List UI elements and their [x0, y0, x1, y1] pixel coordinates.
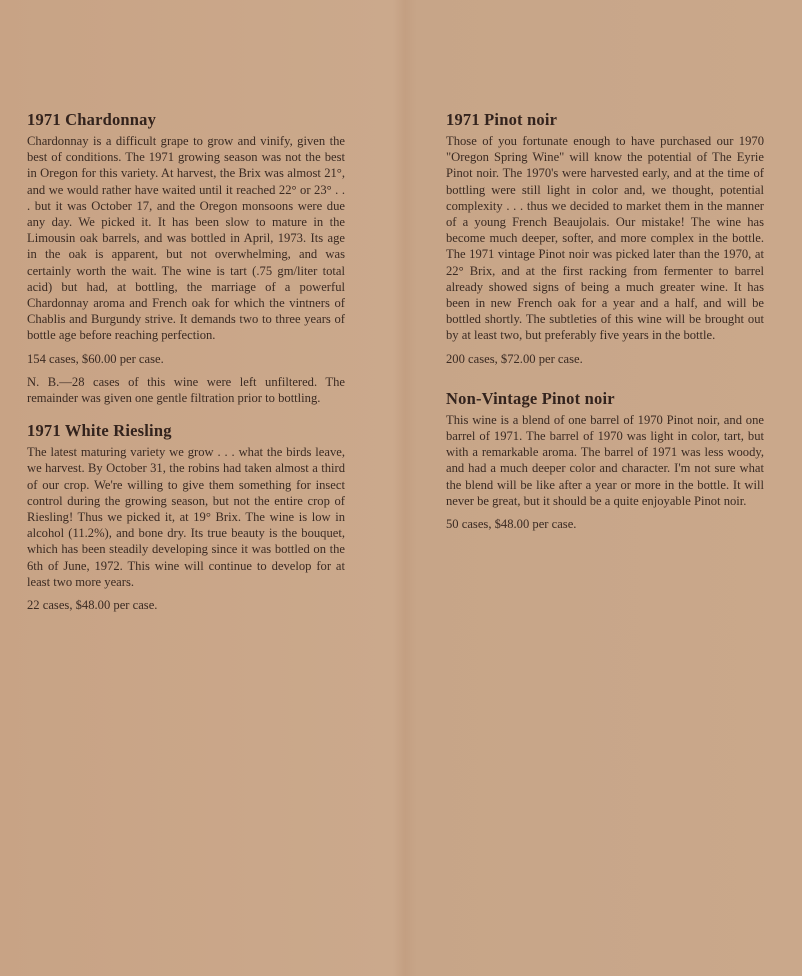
- section-non-vintage-pinot-noir: [446, 389, 764, 532]
- riesling-price: 22 cases, $48.00 per case.: [27, 598, 158, 613]
- chardonnay-price: 154 cases, $60.00 per case.: [27, 351, 164, 366]
- riesling-heading: 1971 White Riesling: [27, 421, 172, 441]
- section-1971-white-riesling: [27, 421, 345, 613]
- pinot-1971-description: Those of you fortunate enough to have purchased our 1970 "Oregon Spring Wine" will know the potential of The Eyrie Pinot noir. The 1970's were harvested early, and at the time of bottling were still light in color and, we thought, potential complexity . . . thus we decided to market them in the manner of a young French Beaujolais. Our mistake! The wine has become much deeper, softer, and more complex in the bottle. The 1971 vintage Pinot noir was picked later than the 1970, at 22° Brix, and at the first racking from fermenter to barrel already showed signs of being a much greater wine. It has been in new French oak for a year and a half, and will be bottled shortly. The subtleties of this wine will be brought out by at least two, but preferably five years in the bottle.: [446, 134, 764, 343]
- right-column: [446, 110, 764, 547]
- riesling-description: The latest maturing variety we grow . . . what the birds leave, we harvest. By October 31, the robins had taken almost a third of our crop. We're willing to give them something for insect control during the growing season, but not the entire crop of Riesling! Thus we picked it, at 19° Brix. The wine is low in alcohol (11.2%), and bone dry. Its true beauty is the bouquet, which has been steadily developing since it was bottled on the 6th of June, 1972. This wine will continue to develop for at least two more years.: [27, 445, 345, 589]
- pinot-1971-price: 200 cases, $72.00 per case.: [446, 351, 583, 366]
- section-1971-pinot-noir: [446, 110, 764, 367]
- pinot-nv-price: 50 cases, $48.00 per case.: [446, 517, 577, 532]
- pinot-nv-heading: Non-Vintage Pinot noir: [446, 388, 615, 408]
- section-1971-chardonnay: [27, 110, 345, 406]
- chardonnay-description: Chardonnay is a difficult grape to grow and vinify, given the best of conditions. The 1971 growing season was not the best in Oregon for this variety. At harvest, the Brix was almost 21°, and we would rather have waited until it reached 22° or 23° . . . but it was October 17, and the Oregon monsoons were due any day. We picked it. It has been slow to mature in the Limousin oak barrels, and was bottled in April, 1973. Its age in the oak is apparent, but not overwhelming, and was certainly worth the wait. The wine is tart (.75 gm/liter total acid) but had, at bottling, the marriage of a powerful Chardonnay aroma and French oak for which the vintners of Chablis and Burgundy strive. It demands two to three years of bottle age before reaching perfection.: [27, 134, 345, 343]
- pinot-1971-heading: 1971 Pinot noir: [446, 110, 558, 129]
- pinot-nv-description: This wine is a blend of one barrel of 1970 Pinot noir, and one barrel of 1971. The barrel of 1970 was light in color, tart, but with a remarkable aroma. The barrel of 1971 was less woody, and had a much deeper color and character. I'm not sure what the blend will be like after a year or more in the bottle. It will never be great, but it should be a quite enjoyable Pinot noir.: [446, 412, 764, 508]
- chardonnay-note: N. B.—28 cases of this wine were left unfiltered. The remainder was given one gentle filtration prior to bottling.: [27, 374, 345, 406]
- chardonnay-heading: 1971 Chardonnay: [27, 110, 157, 129]
- left-column: [27, 110, 345, 628]
